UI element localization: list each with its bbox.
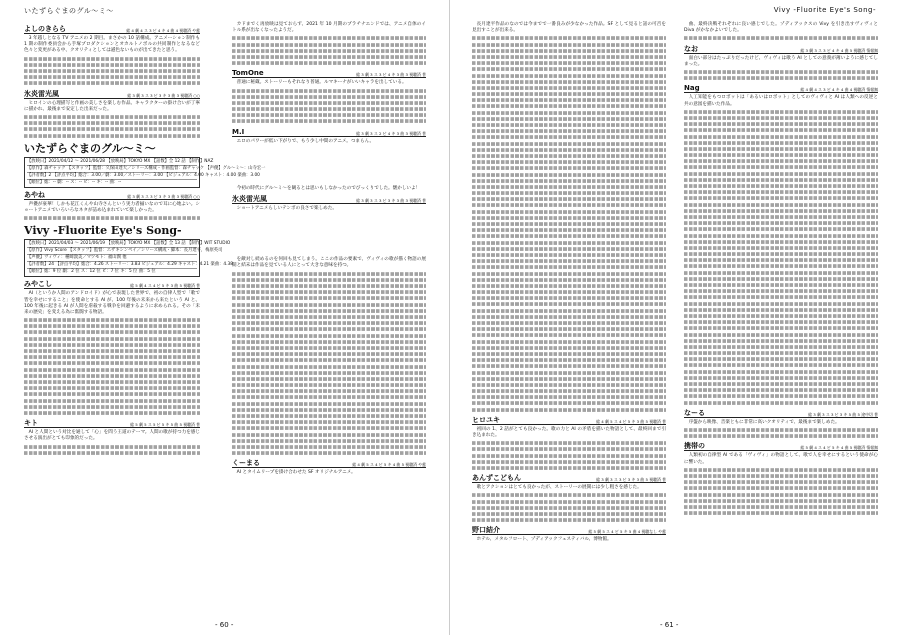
text-line-placeholder xyxy=(472,241,666,245)
reviewer-name: TomOne xyxy=(232,69,264,78)
text-line-placeholder xyxy=(232,321,426,325)
review-scores: 総 3 劇 3 ス 3 ビ 3 キ 5 曲 5 途中切 普 xyxy=(808,411,878,417)
text-line-placeholder xyxy=(472,61,666,65)
text-line-placeholder xyxy=(24,134,200,138)
text-line-placeholder xyxy=(24,380,200,384)
text-line-placeholder xyxy=(684,197,878,201)
review-text: 普通に秘蔵。ストーリーもそれなり普通。ルマキーナがいいキャラを出している。 xyxy=(236,80,407,86)
text-line-placeholder xyxy=(684,110,878,114)
text-line-placeholder xyxy=(684,505,878,509)
text-line-placeholder xyxy=(472,512,666,516)
text-line-placeholder xyxy=(472,309,666,313)
text-line-placeholder xyxy=(472,358,666,362)
text-line-placeholder xyxy=(684,382,878,386)
review-text: ヒロインの心理描写と作画の美しさを楽しむ作品。キャラクターの掛け合いが丁寧に描かれ、最後まで安定した出来だった。 xyxy=(24,100,200,112)
text-line-placeholder xyxy=(232,107,426,111)
text-line-placeholder xyxy=(232,37,426,41)
text-line-placeholder xyxy=(472,327,666,331)
reviewer-header xyxy=(24,280,200,289)
text-line-placeholder xyxy=(472,185,666,189)
reviewer-name: 氷炎雷光風 xyxy=(232,195,267,204)
text-line-placeholder xyxy=(684,308,878,312)
text-line-placeholder xyxy=(472,210,666,214)
text-line-placeholder xyxy=(472,86,666,90)
text-line-placeholder xyxy=(24,386,200,390)
text-line-placeholder xyxy=(684,339,878,343)
text-line-placeholder xyxy=(684,265,878,269)
review-text: ショートアニメらしいテンポの良さで楽しめた。 xyxy=(236,206,337,212)
reviewer-name: くーまる xyxy=(232,459,260,468)
review-scores: 総 3 劇 3 ス 3 ビ 3 キ 3 曲 3 視聴済 ○○ xyxy=(127,193,200,199)
right-page xyxy=(450,0,900,635)
review-scores: 総 3 劇 3 ス 3 ビ 4 キ 3 曲 3 視聴済 普 xyxy=(356,72,426,78)
text-line-placeholder xyxy=(684,302,878,306)
reviewer-header xyxy=(472,526,666,535)
text-line-placeholder xyxy=(472,466,666,470)
text-line-placeholder xyxy=(472,142,666,146)
text-line-placeholder xyxy=(684,178,878,182)
info-line: 【原作】森チャック 【スタッフ】監督：久保田達大／シリーズ構成・作画監督：森チャック 【声優】グル〜ミ〜：山寺宏一 xyxy=(27,165,266,171)
text-line-placeholder xyxy=(472,296,666,300)
review-text: ホテル、メタルフロート、ゾディアックフェスティバル、博物館。 xyxy=(476,537,612,543)
reviewer-name: ヒロユキ xyxy=(472,415,500,424)
review-scores: 総 5 劇 4 ス 4 ビ 5 キ 3 曲 5 視聴済 普 xyxy=(130,283,200,289)
info-line: 【評者数】2 【評点平均】総合：3.00／劇：3.00／ストーリー：3.00 【ビジュアル：4.00 キャスト：4.00 楽曲：3.00 xyxy=(27,172,260,178)
text-line-placeholder xyxy=(472,55,666,59)
text-line-placeholder xyxy=(232,451,426,455)
text-line-placeholder xyxy=(232,402,426,406)
text-line-placeholder xyxy=(472,228,666,232)
text-line-placeholder xyxy=(684,434,878,438)
text-line-placeholder xyxy=(684,70,878,74)
review-text: エロのパワーが低い下がりで、もう少し中間のアニメ。つまらん。 xyxy=(236,138,375,144)
text-line-placeholder xyxy=(684,289,878,293)
text-line-placeholder xyxy=(684,283,878,287)
text-line-placeholder xyxy=(684,37,878,41)
text-line-placeholder xyxy=(684,190,878,194)
review-text: 序盤から映像、音楽ともに非常に高いクオリティで、最後まで楽しめた。 xyxy=(688,419,840,425)
text-line-placeholder xyxy=(472,518,666,522)
text-line-placeholder xyxy=(24,411,200,415)
text-line-placeholder xyxy=(472,197,666,201)
text-line-placeholder xyxy=(684,153,878,157)
text-line-placeholder xyxy=(24,374,200,378)
review-text: AI とタイムリープを掛け合わせた SF オリジナルアニメ。 xyxy=(236,470,356,476)
text-line-placeholder xyxy=(24,393,200,397)
text-line-placeholder xyxy=(472,123,666,127)
reviewer-header xyxy=(232,459,426,468)
text-line-placeholder xyxy=(232,433,426,437)
info-line: 【順位】総：-- 劇：-- ス：-- ビ：-- キ：-- 曲：-- xyxy=(27,179,122,185)
text-line-placeholder xyxy=(472,43,666,47)
text-line-placeholder xyxy=(684,147,878,151)
text-line-placeholder xyxy=(684,166,878,170)
text-line-placeholder xyxy=(24,115,200,119)
text-line-placeholder xyxy=(232,278,426,282)
text-line-placeholder xyxy=(232,427,426,431)
reviewer-header xyxy=(24,191,200,200)
text-line-placeholder xyxy=(472,105,666,109)
text-line-placeholder xyxy=(684,209,878,213)
text-line-placeholder xyxy=(232,346,426,350)
text-line-placeholder xyxy=(472,352,666,356)
review-scores: 総 5 劇 5 ス 4 ビ 5 キ 5 曲 4 視聴なし や慈 xyxy=(588,529,666,535)
text-line-placeholder xyxy=(684,135,878,139)
text-line-placeholder xyxy=(232,43,426,47)
text-line-placeholder xyxy=(472,402,666,406)
text-line-placeholder xyxy=(472,80,666,84)
text-line-placeholder xyxy=(684,357,878,361)
reviewer-name: あんずこどもん xyxy=(472,474,521,483)
review-text: 歌とアクションはとても良かったが、ストーリーの展開には少し粗さを感じた。 xyxy=(476,485,642,491)
text-line-placeholder xyxy=(24,349,200,353)
text-line-placeholder xyxy=(232,358,426,362)
reviewer-header xyxy=(232,195,426,204)
text-line-placeholder xyxy=(684,364,878,368)
text-line-placeholder xyxy=(684,234,878,238)
text-line-placeholder xyxy=(684,184,878,188)
text-line-placeholder xyxy=(472,346,666,350)
text-line-placeholder xyxy=(684,141,878,145)
text-line-placeholder xyxy=(472,340,666,344)
text-line-placeholder xyxy=(232,371,426,375)
text-line-placeholder xyxy=(232,439,426,443)
text-line-placeholder xyxy=(684,487,878,491)
reviewer-header xyxy=(24,90,200,99)
text-line-placeholder xyxy=(684,499,878,503)
text-line-placeholder xyxy=(24,324,200,328)
text-line-placeholder xyxy=(684,271,878,275)
text-line-placeholder xyxy=(232,290,426,294)
reviewer-header xyxy=(232,128,426,137)
text-line-placeholder xyxy=(24,331,200,335)
reviewer-name: 野口結介 xyxy=(472,526,500,535)
reviewer-name: キト xyxy=(24,419,38,428)
text-line-placeholder xyxy=(684,480,878,484)
text-line-placeholder xyxy=(472,235,666,239)
text-line-placeholder xyxy=(232,284,426,288)
text-line-placeholder xyxy=(684,327,878,331)
text-line-placeholder xyxy=(472,377,666,381)
running-head: Vivy -Fluorite Eye's Song- xyxy=(773,6,876,14)
text-line-placeholder xyxy=(472,315,666,319)
work-title: Vivy -Fluorite Eye's Song- xyxy=(24,224,182,238)
text-line-placeholder xyxy=(472,92,666,96)
page-number: - 61 - xyxy=(660,621,679,629)
text-line-placeholder xyxy=(472,148,666,152)
text-line-placeholder xyxy=(684,468,878,472)
review-scores: 総 5 劇 5 ス 5 ビ 5 キ 5 曲 5 視聴済 普 xyxy=(130,422,200,428)
text-line-placeholder xyxy=(684,203,878,207)
text-line-placeholder xyxy=(232,89,426,93)
text-line-placeholder xyxy=(232,49,426,53)
text-line-placeholder xyxy=(24,343,200,347)
text-line-placeholder xyxy=(24,451,200,455)
review-scores: 総 4 劇 5 ス 4 ビ 5 キ 4 曲 5 視聴済 や慈 xyxy=(352,462,426,468)
text-line-placeholder xyxy=(684,258,878,262)
text-line-placeholder xyxy=(472,500,666,504)
review-text: AI（というか人間のアンドロイド）が心で表現した世界で、初の自律人型で「歌で皆を幸せにすること」を使命とする AI が、100 年後の未来から来たという AI と、100 年後に起きる AI が人間を虐殺する戦争を回避するように求められる。その「未来の歴史」を変える為に奮闘する物語。 xyxy=(24,291,200,315)
text-line-placeholder xyxy=(684,240,878,244)
text-line-placeholder xyxy=(232,389,426,393)
text-line-placeholder xyxy=(472,389,666,393)
text-line-placeholder xyxy=(232,365,426,369)
text-line-placeholder xyxy=(472,278,666,282)
text-line-placeholder xyxy=(472,129,666,133)
body-text: 曲、最終決戦それぞれに良い感じでした。ゾディアックスの Vivy を引き出すヴィヴィと Diva がかなかよいでした。 xyxy=(684,22,878,34)
info-line: 【放映日】2021/04/12 〜 2021/06/28 【放映局】TOKYO MX 【話数】全 12 話 【制作】NAZ xyxy=(27,158,214,164)
info-line: 【声優】ヴィヴィ：種﨑敦美／マツモト：福山潤 他 xyxy=(27,255,197,262)
reviewer-name: Nag xyxy=(684,84,700,93)
text-line-placeholder xyxy=(232,297,426,301)
text-line-placeholder xyxy=(684,252,878,256)
review-scores: 総 3 劇 3 ス 3 ビ 3 キ 3 曲 3 視聴済 普 xyxy=(356,198,426,204)
text-line-placeholder xyxy=(472,441,666,445)
text-line-placeholder xyxy=(24,445,200,449)
text-line-placeholder xyxy=(684,320,878,324)
reviewer-header xyxy=(232,69,426,78)
reviewer-header xyxy=(684,442,878,451)
text-line-placeholder xyxy=(472,408,666,412)
review-scores: 総 4 劇 5 ス 4 ビ 5 キ 3 曲 5 視聴済 普 xyxy=(596,418,666,424)
work-info-box xyxy=(24,239,233,277)
text-line-placeholder xyxy=(472,448,666,452)
text-line-placeholder xyxy=(232,113,426,117)
text-line-placeholder xyxy=(684,116,878,120)
text-line-placeholder xyxy=(684,511,878,515)
text-line-placeholder xyxy=(684,228,878,232)
text-line-placeholder xyxy=(24,216,200,220)
body-text: 今初の時代にグル〜ミ〜を観るとは思いもしなかったのでびっくりでした。懐かしいよ！ xyxy=(236,185,421,191)
text-line-placeholder xyxy=(24,355,200,359)
text-line-placeholder xyxy=(24,399,200,403)
text-line-placeholder xyxy=(232,420,426,424)
text-line-placeholder xyxy=(472,272,666,276)
review-scores: 総 4 劇 4 ス 3 ビ 4 キ 4 曲 4 視聴済 情報無 xyxy=(800,87,878,93)
text-line-placeholder xyxy=(684,76,878,80)
text-line-placeholder xyxy=(472,167,666,171)
right-column-2 xyxy=(684,22,878,516)
text-line-placeholder xyxy=(472,290,666,294)
text-line-placeholder xyxy=(24,63,200,67)
reviewer-header xyxy=(472,474,666,483)
text-line-placeholder xyxy=(472,111,666,115)
text-line-placeholder xyxy=(684,351,878,355)
text-line-placeholder xyxy=(684,474,878,478)
reviewer-name: なお xyxy=(684,44,698,53)
text-line-placeholder xyxy=(684,376,878,380)
text-line-placeholder xyxy=(472,284,666,288)
text-line-placeholder xyxy=(472,74,666,78)
right-column-1 xyxy=(472,22,666,545)
text-line-placeholder xyxy=(684,401,878,405)
text-line-placeholder xyxy=(472,383,666,387)
text-line-placeholder xyxy=(472,371,666,375)
review-text: 声優が豪華！しかも花江くんや山寺さんという実力者揃いなので耳に心地よい。ショートアニメでいろいろなネタが詰め込まれていて楽しかった。 xyxy=(24,201,200,213)
text-line-placeholder xyxy=(232,303,426,307)
text-line-placeholder xyxy=(472,253,666,257)
text-line-placeholder xyxy=(24,75,200,79)
text-line-placeholder xyxy=(472,334,666,338)
text-line-placeholder xyxy=(472,222,666,226)
text-line-placeholder xyxy=(684,159,878,163)
text-line-placeholder xyxy=(232,309,426,313)
text-line-placeholder xyxy=(684,395,878,399)
text-line-placeholder xyxy=(232,120,426,124)
review-text: 3 年越しとなる TV アニメの 2 期目。まさかの 10 話構成。アニメーション制作も 1 期の制作委員会から手塚プロダクションとオカルトノボルの共同制作となるなど色々と変更がある中、クオリティとしては遜色ないものが出てきたと思う。 xyxy=(24,36,200,54)
body-text: を敵対し続めるのを何回も見てしまう。ここの作品の要素で、ヴィヴィの歌が描く物語の展開と結末は作品を見ている人にとって大きな意味を持つ。 xyxy=(232,257,426,269)
text-line-placeholder xyxy=(472,460,666,464)
text-line-placeholder xyxy=(472,204,666,208)
text-line-placeholder xyxy=(472,506,666,510)
reviewer-header xyxy=(684,84,878,93)
text-line-placeholder xyxy=(232,396,426,400)
text-line-placeholder xyxy=(472,321,666,325)
review-text: AI と人間という対比を通して「心」を問う王道のテーマ。人間の歌が持つ力を感じさせる演出がとても印象的だった。 xyxy=(24,430,200,442)
text-line-placeholder xyxy=(232,61,426,65)
reviewer-header xyxy=(684,409,878,418)
text-line-placeholder xyxy=(232,55,426,59)
text-line-placeholder xyxy=(24,82,200,86)
text-line-placeholder xyxy=(472,365,666,369)
text-line-placeholder xyxy=(24,368,200,372)
text-line-placeholder xyxy=(472,303,666,307)
text-line-placeholder xyxy=(472,98,666,102)
text-line-placeholder xyxy=(472,454,666,458)
text-line-placeholder xyxy=(472,154,666,158)
text-line-placeholder xyxy=(472,68,666,72)
text-line-placeholder xyxy=(684,314,878,318)
text-line-placeholder xyxy=(24,121,200,125)
text-line-placeholder xyxy=(472,216,666,220)
left-column-2 xyxy=(232,22,426,478)
text-line-placeholder xyxy=(232,445,426,449)
text-line-placeholder xyxy=(472,49,666,53)
reviewer-name: M.I xyxy=(232,127,245,136)
work-info-box xyxy=(24,157,266,188)
text-line-placeholder xyxy=(684,129,878,133)
text-line-placeholder xyxy=(24,57,200,61)
text-line-placeholder xyxy=(232,377,426,381)
text-line-placeholder xyxy=(684,370,878,374)
review-text: 人工知能をもつロボットは「あるいはロボット」としてのヴィヴィと AI は人類への反逆と共の意図を描いた作品。 xyxy=(684,95,878,107)
text-line-placeholder xyxy=(472,191,666,195)
text-line-placeholder xyxy=(472,173,666,177)
reviewer-header xyxy=(24,419,200,428)
text-line-placeholder xyxy=(232,272,426,276)
text-line-placeholder xyxy=(232,315,426,319)
text-line-placeholder xyxy=(472,494,666,498)
info-line: 【評者数】24 【評点平均】総合：4.26 ストーリー：3.83 ビジュアル：4.29 キャスト：4.21 楽曲：4.38 xyxy=(27,262,233,268)
review-text: 面白い部分はたっぷりだったけど、ヴィヴィは歌う AI としての意義が薄いように感じてしまった。 xyxy=(684,55,878,67)
text-line-placeholder xyxy=(472,247,666,251)
reviewer-name: みやこし xyxy=(24,280,52,289)
text-line-placeholder xyxy=(684,428,878,432)
text-line-placeholder xyxy=(24,128,200,132)
review-scores: 総 5 劇 4 ス 4 ビ 5 キ 4 曲 5 視聴済 情報無 xyxy=(800,445,878,451)
text-line-placeholder xyxy=(684,296,878,300)
text-line-placeholder xyxy=(472,117,666,121)
text-line-placeholder xyxy=(472,259,666,263)
body-text: 長月達平作品のなのでは今までで一番良みが少なかった作品。SF として見ると話の可否を見出すことが出来る。 xyxy=(472,22,666,34)
text-line-placeholder xyxy=(232,101,426,105)
text-line-placeholder xyxy=(684,277,878,281)
text-line-placeholder xyxy=(684,172,878,176)
text-line-placeholder xyxy=(684,122,878,126)
text-line-placeholder xyxy=(232,414,426,418)
text-line-placeholder xyxy=(232,352,426,356)
text-line-placeholder xyxy=(24,69,200,73)
info-line: 【放映日】2021/04/03 〜 2021/06/19 【放映局】TOKYO MX 【話数】全 13 話 【制作】WIT STUDIO xyxy=(27,241,231,247)
text-line-placeholder xyxy=(472,37,666,41)
text-line-placeholder xyxy=(232,334,426,338)
review-text: 初回の 1、2 話がとても良かった。歌の力と AI の矛盾を描いた物語として、最終回まで引き込まれた。 xyxy=(472,426,666,439)
text-line-placeholder xyxy=(24,318,200,322)
reviewer-name: なーる xyxy=(684,408,705,417)
review-text: 人類初の自律型 AI である「ヴィヴィ」の物語として、歌で人を幸せにするという使命が心に響いた。 xyxy=(684,453,878,465)
reviewer-name: 氷炎雷光風 xyxy=(24,89,59,98)
text-line-placeholder xyxy=(684,215,878,219)
body-text: カドまでく再放映は見ておらず、2021 年 10 月期のプラチナエンドでは、アニメ自体のイトル系が出なくなったようだ。 xyxy=(232,22,426,34)
reviewer-name: よしのきらら xyxy=(24,25,66,33)
info-line: 【原作】Vivy Score 【スタッフ】監督：エザキシンペイ／シリーズ構成・脚本：長月達平，梅原英司 xyxy=(27,248,223,254)
text-line-placeholder xyxy=(472,266,666,270)
review-scores: 総 4 劇 4 ス 3 ビ 4 キ 4 曲 4 視聴済 や慈 xyxy=(126,28,200,33)
review-scores: 総 3 劇 3 ス 3 ビ 3 キ 3 曲 5 視聴済 普 xyxy=(596,477,666,483)
text-line-placeholder xyxy=(232,340,426,344)
text-line-placeholder xyxy=(472,160,666,164)
reviewer-header xyxy=(684,45,878,54)
review-scores: 総 3 劇 3 ス 3 ビ 4 キ 4 曲 5 視聴済 情報無 xyxy=(800,47,878,53)
text-line-placeholder xyxy=(684,345,878,349)
text-line-placeholder xyxy=(232,328,426,332)
text-line-placeholder xyxy=(684,246,878,250)
text-line-placeholder xyxy=(472,395,666,399)
reviewer-header xyxy=(24,25,200,34)
text-line-placeholder xyxy=(684,221,878,225)
review-scores: 総 3 劇 3 ス 3 ビ 3 キ 3 曲 3 視聴済 ○○ xyxy=(127,92,200,98)
text-line-placeholder xyxy=(472,136,666,140)
info-line: 【順位】総：9 位 劇：2 位 ス：12 位 ビ：7 位 キ：5 位 曲：5 位 xyxy=(27,269,156,275)
text-line-placeholder xyxy=(684,388,878,392)
running-head: いたずらぐまのグル〜ミ〜 xyxy=(24,7,114,15)
text-line-placeholder xyxy=(232,95,426,99)
reviewer-header xyxy=(472,416,666,425)
text-line-placeholder xyxy=(24,362,200,366)
review-scores: 総 3 劇 3 ス 2 ビ 4 キ 3 曲 3 視聴済 普 xyxy=(356,130,426,136)
text-line-placeholder xyxy=(232,408,426,412)
text-line-placeholder xyxy=(24,405,200,409)
reviewer-name: あやね xyxy=(24,190,45,199)
page-number: - 60 - xyxy=(215,621,234,629)
text-line-placeholder xyxy=(24,337,200,341)
text-line-placeholder xyxy=(472,179,666,183)
reviewer-name: 携帯の xyxy=(684,442,705,451)
text-line-placeholder xyxy=(232,383,426,387)
text-line-placeholder xyxy=(684,493,878,497)
work-title: いたずらぐまのグル〜ミ〜 xyxy=(24,141,156,155)
text-line-placeholder xyxy=(684,333,878,337)
